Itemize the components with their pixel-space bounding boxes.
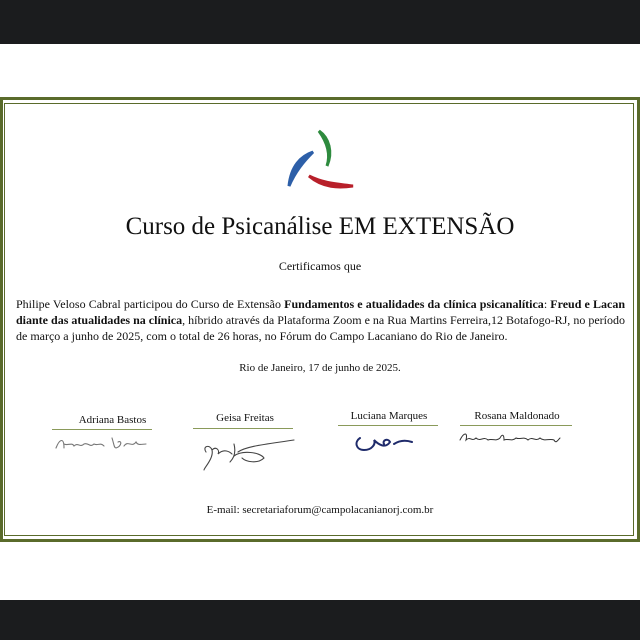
signature-luciana [350,430,420,456]
signature-line [460,425,572,426]
signatory-name-luciana: Luciana Marques [350,410,428,422]
bottom-black-bar [0,600,640,640]
top-black-bar [0,0,640,44]
course-name: Fundamentos e atualidades da clínica psicanalítica [284,297,544,311]
body-text-intro: Philipe Veloso Cabral participou do Curso de Extensão [16,297,285,311]
issue-date: Rio de Janeiro, 17 de junho de 2025. [239,362,401,374]
course-subtitle: Freud e Lacan diante das atualidades na clínica [16,297,625,327]
signatory-name-rosana: Rosana Maldonado [474,410,560,422]
signature-line [193,428,293,429]
signatory-name-adriana: Adriana Bastos [78,414,147,426]
body-text-details: , híbrido através da Plataforma Zoom e na Rua Martins Ferreira,12 Botafogo-RJ, no período de março a junho de 2025, com o total de 26 horas, no Fórum do Campo Lacaniano do Rio de Janeiro. [16,313,626,343]
body-colon: : [543,297,551,311]
signature-line [52,429,152,430]
signature-line [338,425,438,426]
signature-rosana [458,430,562,448]
signature-geisa [198,432,298,472]
forum-logo-icon [283,128,359,196]
contact-email: E-mail: secretariaforum@campolacanianorj.com.br [206,504,434,516]
certificate-body [16,296,625,344]
signature-adriana [52,432,152,454]
certificate-title: Curso de Psicanálise EM EXTENSÃO [125,213,515,240]
signatory-name-geisa: Geisa Freitas [216,412,274,424]
certificate-subtitle: Certificamos que [278,259,362,273]
